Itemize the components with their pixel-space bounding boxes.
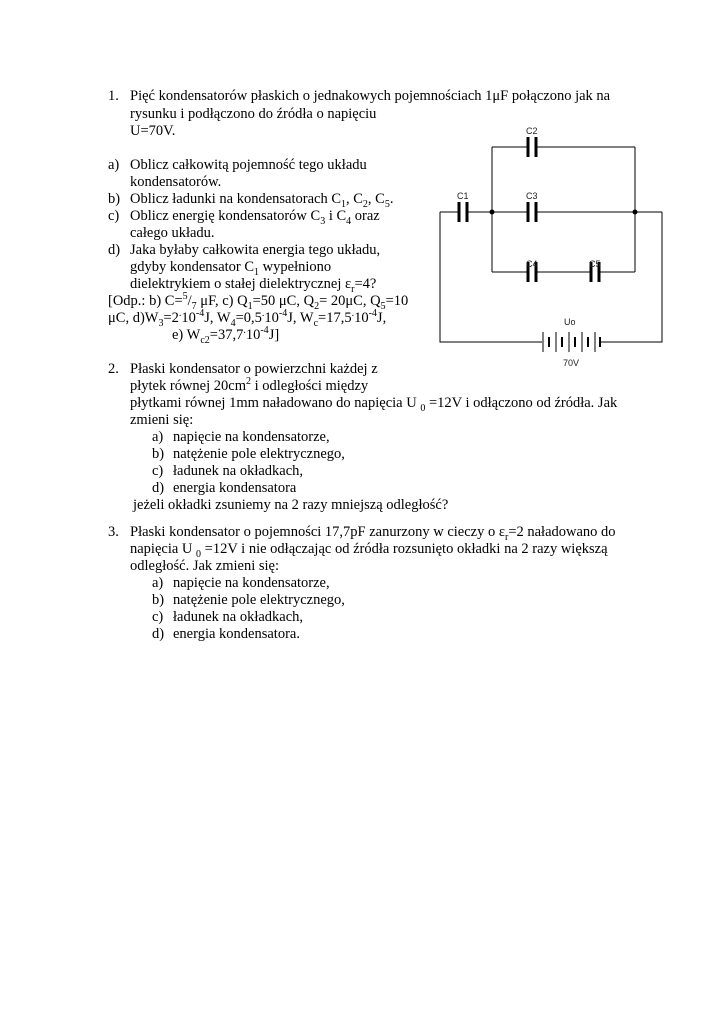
q1d-line-3: dielektrykiem o stałej dielektrycznej $\varepsilon_r=4$? (130, 276, 377, 295)
q3-item-c: ładunek na okładkach, (173, 609, 304, 625)
q3-item-d: energia kondensatora. (173, 626, 300, 642)
q2-item-d: energia kondensatora (173, 480, 297, 496)
q1c-label: c) (108, 208, 120, 224)
battery-symbol (543, 332, 600, 352)
label-c5: C5 (589, 259, 601, 269)
q1a-line-2: kondensatorów. (130, 174, 222, 190)
q2-item-a-label: a) (152, 429, 164, 445)
circuit-wires (440, 147, 662, 342)
q2-item-a: napięcie na kondensatorze, (173, 429, 330, 445)
junction-left (490, 210, 495, 215)
q2-final-line: jeżeli okładki zsuniemy na 2 razy mniejszą odległość? (133, 497, 449, 513)
q2-item-d-label: d) (152, 480, 165, 496)
q3-number: 3. (108, 524, 119, 540)
q2-item-b-label: b) (152, 446, 165, 462)
q3-item-a: napięcie na kondensatorze, (173, 575, 330, 591)
q3-item-b: natężenie pole elektrycznego, (173, 592, 345, 608)
q1d-line-1: Jaka byłaby całkowita energia tego układu, (130, 242, 381, 258)
q1b-line: Oblicz ładunki na kondensatorach $C_1$, $C_2$, $C_5$. (130, 191, 394, 210)
q2-number: 2. (108, 361, 119, 377)
label-source: Uo (564, 317, 576, 327)
q1-number: 1. (108, 88, 119, 104)
label-c4: C4 (526, 259, 538, 269)
q1-answer-line-2: μC, $d)W_3=2^.10^{-4}J$, $W_4=0,5^.10^{-4}J$, $W_c=17,5^.10^{-4}J$, (108, 308, 387, 329)
q1d-label: d) (108, 242, 121, 258)
q2-line-4: zmieni się: (130, 412, 194, 428)
q3-item-c-label: c) (152, 609, 164, 625)
q1-answer-line-3: e) $W_{c2}=37,7^.10^{-4}J$] (172, 325, 280, 346)
q1-answer-line-1: [Odp.: b) $C=^5/_7$ μF, c) $Q_1=50$ μC, $Q_2= 20\mu C$, $Q_5=10$ (108, 291, 409, 312)
label-c2: C2 (526, 126, 538, 136)
q1a-line-1: Oblicz całkowitą pojemność tego układu (130, 157, 367, 173)
q1a-label: a) (108, 157, 120, 173)
circuit-diagram (420, 120, 680, 380)
q3-line-3: odległość. Jak zmieni się: (130, 558, 279, 574)
q3-item-b-label: b) (152, 592, 165, 608)
q3-item-a-label: a) (152, 575, 164, 591)
q3-line-2: napięcia U $_0$ =12V i nie odłączając od źródła rozsunięto okładki na 2 razy większą (130, 541, 608, 560)
q1-line-3: U=70V. (130, 123, 176, 139)
q1c-line-1: Oblicz energię kondensatorów $C_3$ i $C_4$ oraz (130, 208, 380, 227)
q3-line-1: Płaski kondensator o pojemności 17,7pF zanurzony w cieczy o $\varepsilon_r=2$ naładowano do (130, 524, 616, 543)
q2-item-c: ładunek na okładkach, (173, 463, 304, 479)
q1d-line-2: gdyby kondensator $C_1$ wypełniono (130, 259, 332, 278)
q2-line-1: Płaski kondensator o powierzchni każdej z (130, 361, 378, 377)
q2-item-b: natężenie pole elektrycznego, (173, 446, 345, 462)
label-c3: C3 (526, 191, 538, 201)
q1-line-1: Pięć kondensatorów płaskich o jednakowych pojemnościach 1μF połączono jak na (130, 88, 611, 104)
label-source-voltage: 70V (563, 358, 580, 368)
q2-item-c-label: c) (152, 463, 164, 479)
q3-item-d-label: d) (152, 626, 165, 642)
q1c-line-2: całego układu. (130, 225, 215, 241)
q2-line-2: płytek równej $20cm^2$ i odległości między (130, 376, 369, 394)
junction-right (633, 210, 638, 215)
q1b-label: b) (108, 191, 121, 207)
label-c1: C1 (457, 191, 469, 201)
q1-line-2: rysunku i podłączono do źródła o napięciu (130, 106, 377, 122)
q2-line-3: płytkami równej 1mm naładowano do napięcia U $_0$ =12V i odłączono od źródła. Jak (130, 395, 618, 414)
